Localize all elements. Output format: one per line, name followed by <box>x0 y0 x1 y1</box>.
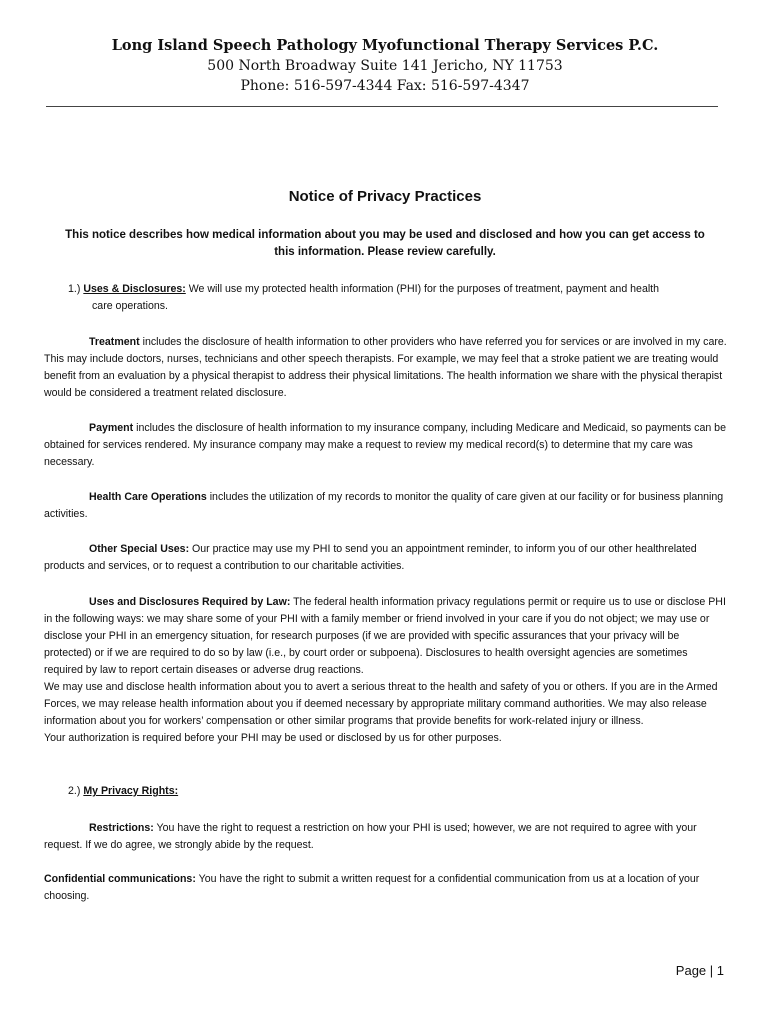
text-authorization: Your authorization is required before your PHI may be used or disclosed by us for other purposes. <box>44 732 502 744</box>
page-number: Page | 1 <box>675 963 724 978</box>
document-subtitle <box>44 227 726 261</box>
text-confidential: You have the right to submit a written request for a confidential communication from us at a location of your choosing. <box>44 873 700 902</box>
letterhead-divider <box>46 106 718 107</box>
section-number: 2.) <box>68 785 81 797</box>
text-other-uses: Our practice may use my PHI to send you an appointment reminder, to inform you of our other healthrelated products and services, or to request a contribution to our charitable activities. <box>44 543 697 572</box>
paragraph-confidential <box>44 871 728 905</box>
letterhead <box>0 36 770 96</box>
practice-address: 500 North Broadway Suite 141 Jericho, NY 11753 <box>207 58 563 74</box>
paragraph-required-by-law <box>44 594 728 747</box>
section-text-line-2: care operations. <box>92 300 168 312</box>
term-treatment: Treatment <box>89 336 140 348</box>
text-operations: includes the utilization of my records to monitor the quality of care given at our facility or for business planning activities. <box>44 491 724 520</box>
paragraph-operations <box>44 489 728 523</box>
paragraph-payment <box>44 420 728 471</box>
subtitle-line-2: this information. Please review carefully. <box>274 246 496 258</box>
term-payment: Payment <box>89 422 134 434</box>
paragraph-other-uses <box>44 541 728 575</box>
term-restrictions: Restrictions: <box>89 822 154 834</box>
section-uses-disclosures <box>68 281 718 315</box>
text-restrictions: You have the right to request a restriction on how your PHI is used; however, we are not required to agree with your request. If we do agree, we strongly abide by the request. <box>44 822 697 851</box>
document-title: Notice of Privacy Practices <box>288 188 482 205</box>
practice-name: Long Island Speech Pathology Myofunctional Therapy Services P.C. <box>111 37 659 54</box>
text-treatment: includes the disclosure of health information to other providers who have referred you for services or are involved in my care. This may include doctors, nurses, technicians and other speech therapists. For example, we may feel that a stroke patient we are treating would benefit from an evaluation by a physical therapist to address their physical limitations. The health information we share with the physical therapist would be considered a treatment related disclosure. <box>44 336 727 399</box>
practice-phone-fax: Phone: 516-597-4344 Fax: 516-597-4347 <box>240 78 530 94</box>
text-serious-threat: We may use and disclose health information about you to avert a serious threat to the health and safety of you or others. If you are in the Armed Forces, we may release health information about you if deemed necessary by appropriate military command authorities. We may also release information about you for workers’ compensation or other similar programs that provide benefits for work-related injury or illness. <box>44 681 718 727</box>
term-required-by-law: Uses and Disclosures Required by Law: <box>89 596 291 608</box>
section-text-line-1: We will use my protected health information (PHI) for the purposes of treatment, payment and health <box>188 283 660 295</box>
section-heading: Uses & Disclosures: <box>83 283 186 295</box>
term-confidential: Confidential communications: <box>44 873 196 885</box>
term-operations: Health Care Operations <box>89 491 207 503</box>
section-number: 1.) <box>68 283 81 295</box>
paragraph-treatment <box>44 334 728 402</box>
section-heading: My Privacy Rights: <box>83 785 179 797</box>
text-payment: includes the disclosure of health information to my insurance company, including Medicare and Medicaid, so payments can be obtained for services rendered. My insurance company may make a request to review my medical record(s) to determine that my care was necessary. <box>44 422 726 468</box>
term-other-uses: Other Special Uses: <box>89 543 190 555</box>
subtitle-line-1: This notice describes how medical information about you may be used and disclosed and how you can get access to <box>65 229 705 241</box>
paragraph-restrictions <box>44 820 728 854</box>
text-required-by-law: The federal health information privacy regulations permit or require us to use or disclose PHI in the following ways: we may share some of your PHI with a family member or friend involved in your care if you do not object; we may use or disclose your PHI in an emergency situation, for research purposes (if we are provided with specific assurances that your privacy will be protected) or if we are required to do so by law (i.e., by court order or subpoena). Disclosures to health oversight agencies are sometimes required by law to report certain diseases or adverse drug reactions. <box>44 596 726 676</box>
section-privacy-rights <box>68 783 718 800</box>
